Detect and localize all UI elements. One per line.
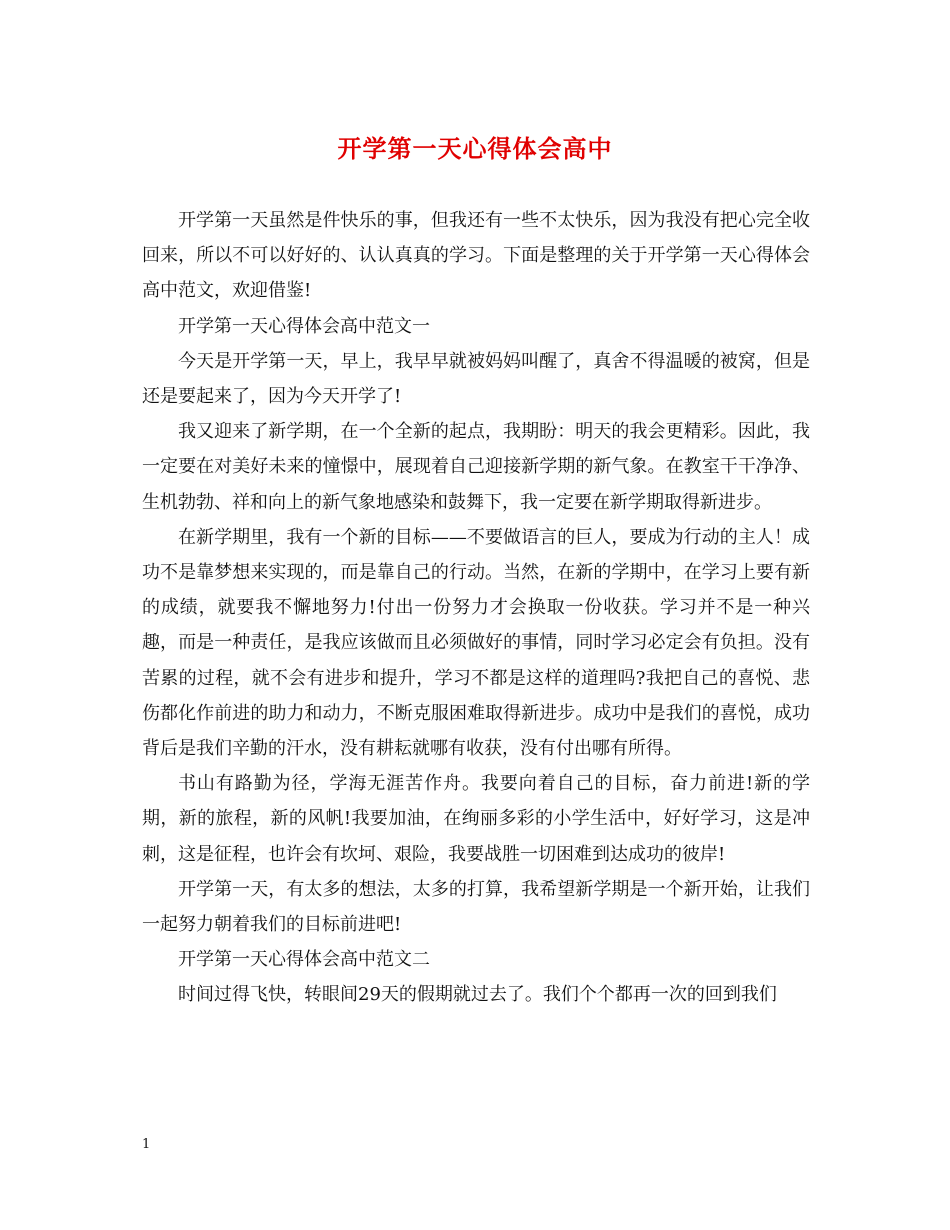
paragraph: 我又迎来了新学期，在一个全新的起点，我期盼：明天的我会更精彩。因此，我一定要在对美好未来的憧憬中，展现着自己迎接新学期的新气象。在教室干干净净、生机勃勃、祥和向上的新气象地感染和鼓舞下，我一定要在新学期取得新进步。 — [142, 421, 810, 513]
paragraph: 今天是开学第一天，早上，我早早就被妈妈叫醒了，真舍不得温暖的被窝，但是还是要起来了，因为今天开学了! — [142, 350, 810, 408]
section-heading-2: 开学第一天心得体会高中范文二 — [178, 949, 430, 971]
section-heading-1: 开学第一天心得体会高中范文一 — [178, 315, 430, 337]
page-number: 1 — [142, 1137, 151, 1152]
paragraph: 在新学期里，我有一个新的目标——不要做语言的巨人，要成为行动的主人！成功不是靠梦想来实现的，而是靠自己的行动。当然，在新的学期中，在学习上要有新的成绩，就要我不懈地努力!付出一份努力才会换取一份收获。学习并不是一种兴趣，而是一种责任，是我应该做而且必须做好的事情，同时学习必定会有负担。没有苦累的过程，就不会有进步和提升，学习不都是这样的道理吗?我把自己的喜悦、悲伤都化作前进的助力和动力，不断克服困难取得新进步。成功中是我们的喜悦，成功背后是我们辛勤的汗水，没有耕耘就哪有收获，没有付出哪有所得。 — [142, 526, 810, 760]
paragraph: 书山有路勤为径，学海无涯苦作舟。我要向着自己的目标，奋力前进!新的学期，新的旅程，新的风帆!我要加油，在绚丽多彩的小学生活中，好好学习，这是冲刺，这是征程，也许会有坎坷、艰险，我要战胜一切困难到达成功的彼岸! — [142, 773, 810, 865]
paragraph: 开学第一天，有太多的想法，太多的打算，我希望新学期是一个新开始，让我们一起努力朝着我们的目标前进吧! — [142, 878, 810, 936]
paragraph: 时间过得飞快，转眼间29天的假期就过去了。我们个个都再一次的回到我们 — [178, 984, 777, 1006]
document-title: 开学第一天心得体会高中 — [337, 134, 613, 163]
document-body — [142, 203, 810, 1013]
paragraph-intro: 开学第一天虽然是件快乐的事，但我还有一些不太快乐，因为我没有把心完全收回来，所以不可以好好的、认认真真的学习。下面是整理的关于开学第一天心得体会高中范文，欢迎借鉴! — [142, 210, 810, 302]
